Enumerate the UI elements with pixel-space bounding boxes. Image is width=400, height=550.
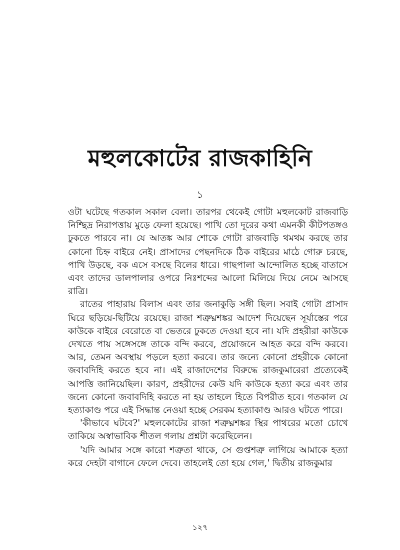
paragraph: ওটা ঘটেছে গতকাল সকাল বেলা। তারপর থেকেই গোটা মহুলকোট রাজবাড়ি নিশ্ছিদ্র নিরাপত্তায় মুড়ে ফেলা হয়েছে। পাখি তো দূরের কথা এমনকী কীটপতঙ্গও ঢুকতে পারবে না। যে আতঙ্ক আর শোকে গোটা রাজবাড়ি থমথম করছে তার কোনো চিহ্ন বাইরে নেই। প্রাসাদের পেছনদিকে ঠিক বাইরের মাঠে গোরু চরছে, পাখি উড়ছে, বক এসে বসছে বিলের ধারে। গাছপালা আন্দোলিত হচ্ছে বাতাসে এবং তাদের ডালপালার ওপরে নিঃশব্দের আলো মিলিয়ে দিয়ে নেমে আসছে রাত্রি।: [68, 208, 348, 298]
paragraph: 'যদি আমার সঙ্গে কারো শত্রুতা থাকে, সে গুপ্তশত্রু লাগিয়ে আমাকে হত্যা করে দেহটা বাগানে ফেলে দেবে। তাহলেই তো হয়ে গেল,' দ্বিতীয় রাজকুমার: [68, 445, 348, 469]
paragraph: 'কীভাবে ঘটবে?' মহুলকোটের রাজা শত্রুঘ্নশঙ্কর স্থির পাথরের মতো চোখে তাকিয়ে অস্বাভাবিক শীতল গলায় প্রশ্নটা করেছিলেন।: [68, 419, 348, 443]
section-number: ১: [196, 190, 204, 201]
body-text: [68, 207, 348, 471]
paragraph: রাতের পাহারায় বিলাস এবং তার জনাকুড়ি সঙ্গী ছিল। সবাই গোটা প্রাসাদ ঘিরে ছড়িয়ে-ছিটিয়ে রয়েছে। রাজা শত্রুঘ্নশঙ্কর আদেশ দিয়েছেন সূর্যাস্তের পরে কাউকে বাইরে বেরোতে বা ভেতরে ঢুকতে দেওয়া হবে না। যদি প্রহরীরা কাউকে দেখতে পায় সঙ্গেসঙ্গে তাকে বন্দি করবে, প্রয়োজনে আহত করে বন্দি করবে। আর, তেমন অবস্থায় পড়লে হত্যা করবে। তার জন্যে কোনো প্রহরীকে কোনো জবাবদিহি করতে হবে না। এই রাজাদেশের বিরুদ্ধে রাজকুমারেরা প্রত্যেকেই আপত্তি জানিয়েছিল। কারণ, প্রহরীদের কেউ যদি কাউকে হত্যা করে এবং তার জন্যে কোনো জবাবদিহি করতে না হয় তাহলে হিতে বিপরীত হবে। গতকাল যে হত্যাকাণ্ড পরে এই সিদ্ধান্ত নেওয়া হচ্ছে সেরকম হত্যাকাণ্ড আরও ঘটতে পারে।: [68, 300, 348, 417]
chapter-title: মহুলকোটের রাজকাহিনি: [87, 145, 313, 172]
page-number: ১২৭: [192, 523, 208, 532]
